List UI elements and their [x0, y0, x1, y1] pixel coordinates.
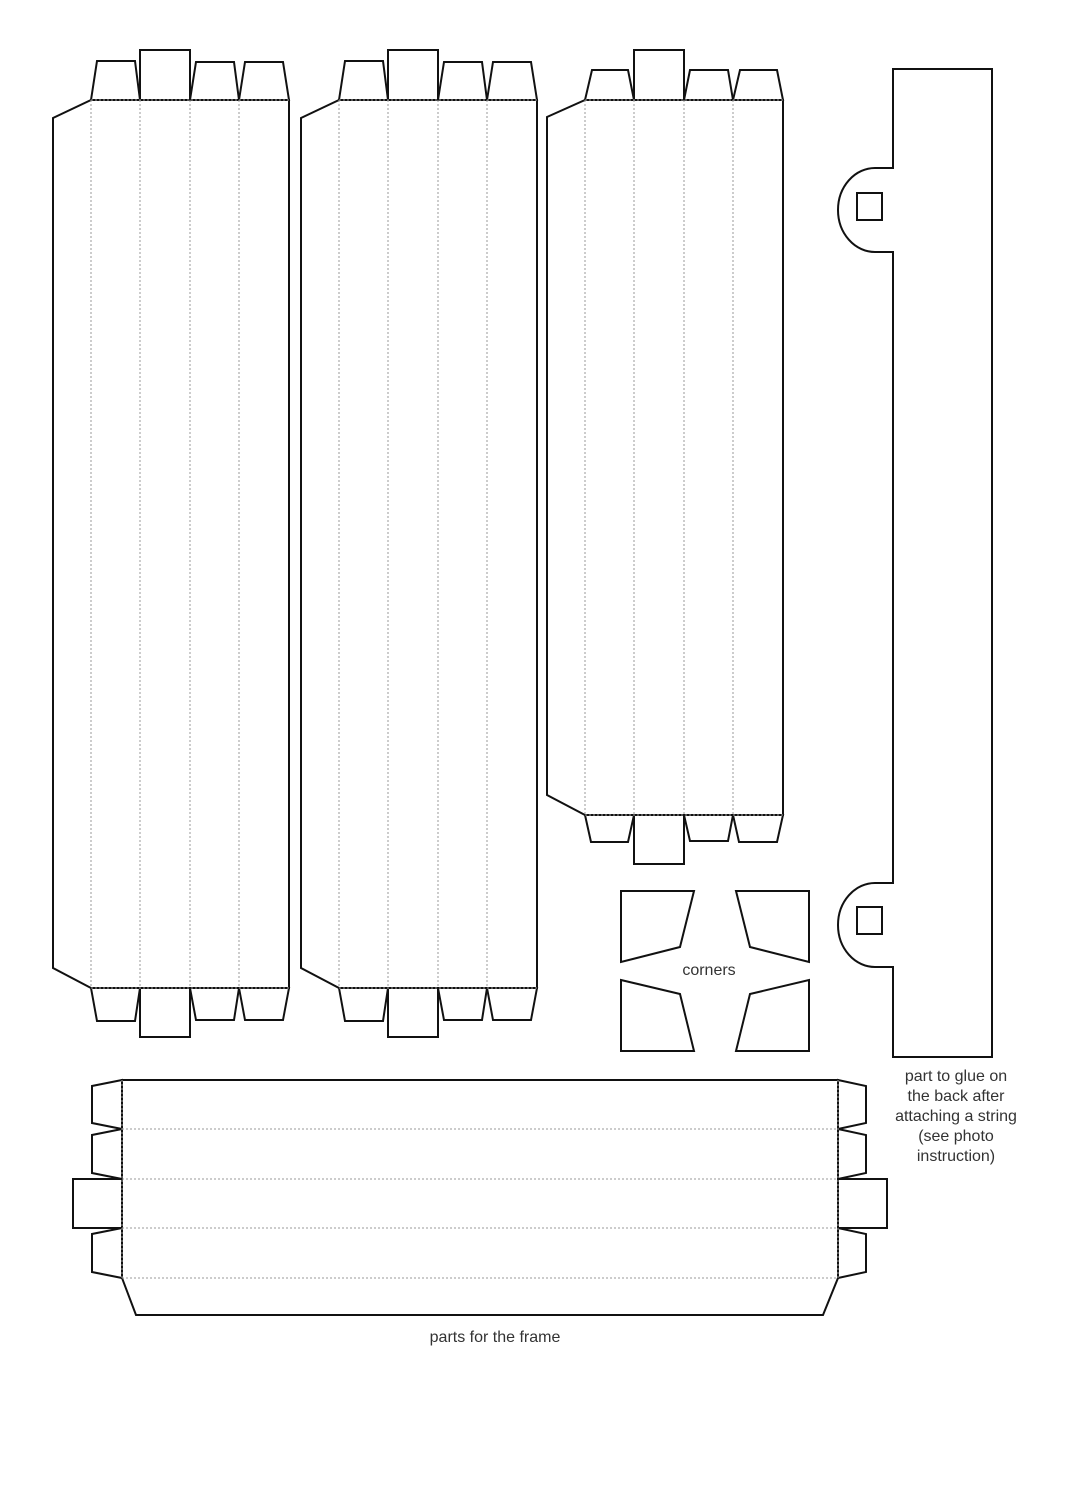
hanger-strip	[838, 69, 992, 1057]
side-piece-long-1	[53, 50, 289, 1037]
hanger-hole-bottom	[857, 907, 882, 934]
hanger-note-line-5: instruction)	[916, 1148, 996, 1165]
hanger-note-line-1: part to glue on	[904, 1068, 1008, 1085]
hanger-note-line-4: (see photo	[918, 1128, 994, 1145]
frame-parts-label: parts for the frame	[429, 1329, 561, 1346]
hanger-hole-top	[857, 193, 882, 220]
frame-strip	[73, 1080, 887, 1315]
side-piece-short	[547, 50, 783, 864]
hanger-note-line-3: attaching a string	[895, 1108, 1017, 1125]
corner-piece-top-left	[621, 891, 694, 962]
corner-piece-bottom-right	[736, 980, 809, 1051]
hanger-note	[895, 1068, 1017, 1165]
corners-label: corners	[682, 962, 736, 979]
hanger-note-line-2: the back after	[907, 1088, 1005, 1105]
side-piece-long-2	[301, 50, 537, 1037]
corner-piece-top-right	[736, 891, 809, 962]
corner-piece-bottom-left	[621, 980, 694, 1051]
